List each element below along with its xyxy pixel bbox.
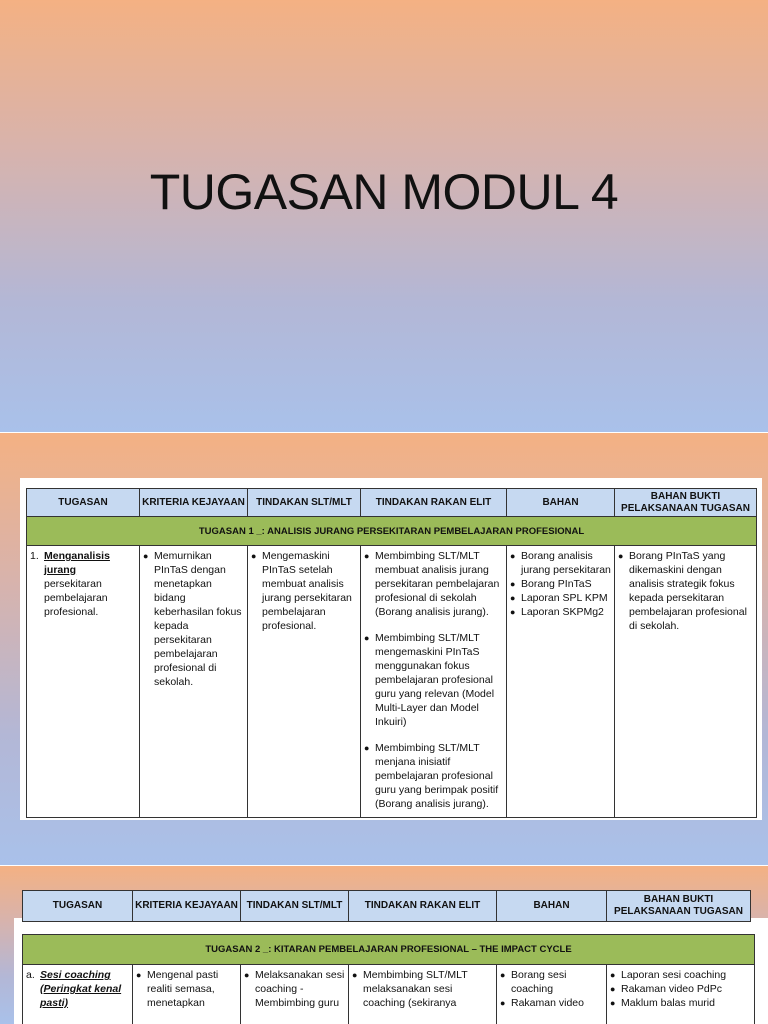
task1-tugasan-cell — [27, 546, 140, 818]
header-bahan-bukti: BAHAN BUKTI PELAKSANAAN TUGASAN — [615, 489, 757, 517]
list-item: ● Membimbing SLT/MLT menjana inisiatif pembelajaran profesional guru yang berimpak positif (Borang analisis jurang). — [364, 741, 503, 811]
slide-title: TUGASAN MODUL 4 — [149, 164, 619, 220]
task1-slt-cell — [248, 546, 361, 818]
task2-rakan-cell — [349, 965, 497, 1024]
list-item: ● Laporan SPL KPM — [510, 591, 611, 605]
task1-slide — [0, 433, 768, 865]
header-tugasan: TUGASAN — [27, 489, 140, 517]
header-kriteria: KRITERIA KEJAYAAN — [140, 489, 248, 517]
list-item: ● Rakaman video PdPc — [610, 982, 751, 996]
header-bahan: BAHAN — [497, 891, 607, 922]
list-item: ● Membimbing SLT/MLT membuat analisis jurang persekitaran pembelajaran profesional di sekolah (Borang analisis jurang). — [364, 549, 503, 619]
list-item: ● Melaksanakan sesi coaching - Membimbing guru — [244, 968, 345, 1010]
header-tindakan-rakan: TINDAKAN RAKAN ELIT — [349, 891, 497, 922]
task1-table — [26, 488, 757, 818]
task2-band: TUGASAN 2 _: KITARAN PEMBELAJARAN PROFESIONAL – THE IMPACT CYCLE — [23, 935, 755, 965]
task1-band: TUGASAN 1 _: ANALISIS JURANG PERSEKITARAN PEMBELAJARAN PROFESIONAL — [27, 517, 757, 546]
task2-header-table — [22, 890, 751, 922]
header-tindakan-slt: TINDAKAN SLT/MLT — [248, 489, 361, 517]
header-tugasan: TUGASAN — [23, 891, 133, 922]
task2-bukti-cell — [607, 965, 755, 1024]
task2-bahan-cell — [497, 965, 607, 1024]
task1-rakan-cell — [361, 546, 507, 818]
task2-kriteria-cell — [133, 965, 241, 1024]
list-item: ● Membimbing SLT/MLT melaksanakan sesi coaching (sekiranya — [352, 968, 493, 1010]
header-tindakan-rakan: TINDAKAN RAKAN ELIT — [361, 489, 507, 517]
list-item: ● Borang PInTaS yang dikemaskini dengan analisis strategik fokus kepada persekitaran pembelajaran profesional di sekolah. — [618, 549, 753, 633]
task1-sheet — [20, 478, 762, 820]
task2-lead: Sesi coaching (Peringkat kenal pasti) — [40, 969, 122, 1009]
header-kriteria: KRITERIA KEJAYAAN — [133, 891, 241, 922]
list-item: ● Memurnikan PInTaS dengan menetapkan bidang keberhasilan fokus kepada persekitaran pembelajaran profesional di sekolah. — [143, 549, 244, 689]
list-item: ● Mengenal pasti realiti semasa, menetapkan — [136, 968, 237, 1010]
list-item: ● Laporan SKPMg2 — [510, 605, 611, 619]
task2-table — [22, 934, 755, 1024]
list-item: ● Borang PInTaS — [510, 577, 611, 591]
task1-number: 1. — [30, 550, 39, 562]
list-item: ● Borang sesi coaching — [500, 968, 603, 996]
title-slide — [0, 0, 768, 432]
list-item: ● Maklum balas murid — [610, 996, 751, 1010]
header-bahan: BAHAN — [507, 489, 615, 517]
list-item: ● Membimbing SLT/MLT mengemaskini PInTaS menggunakan fokus pembelajaran profesional guru yang relevan (Model Multi-Layer dan Model Inkuiri) — [364, 631, 503, 729]
task2-number: a. — [26, 969, 35, 981]
task2-slt-cell — [241, 965, 349, 1024]
header-bahan-bukti: BAHAN BUKTI PELAKSANAAN TUGASAN — [607, 891, 751, 922]
task2-tugasan-cell — [23, 965, 133, 1024]
list-item: ● Rakaman video — [500, 996, 603, 1010]
task1-lead: Menganalisis jurang — [44, 550, 110, 576]
task1-bukti-cell — [615, 546, 757, 818]
task1-rest: persekitaran pembelajaran profesional. — [44, 578, 108, 618]
task1-kriteria-cell — [140, 546, 248, 818]
task1-bahan-cell — [507, 546, 615, 818]
list-item: ● Laporan sesi coaching — [610, 968, 751, 982]
list-item: ● Borang analisis jurang persekitaran — [510, 549, 611, 577]
header-tindakan-slt: TINDAKAN SLT/MLT — [241, 891, 349, 922]
list-item: ● Mengemaskini PInTaS setelah membuat analisis jurang persekitaran pembelajaran profesional. — [251, 549, 357, 633]
